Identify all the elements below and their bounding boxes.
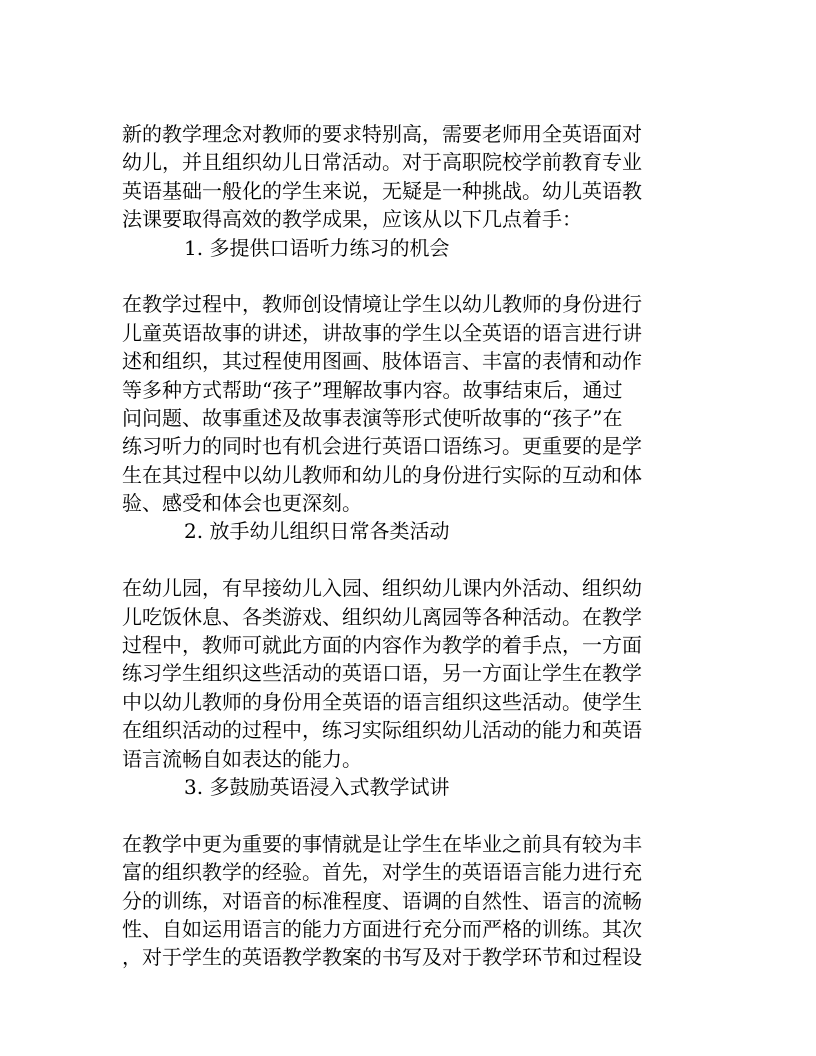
text-line: 分的训练，对语音的标准程度、语调的自然性、语言的流畅	[122, 888, 642, 913]
text-line: 性、自如运用语言的能力方面进行充分而严格的训练。其次	[122, 916, 642, 941]
text-line: 英语基础一般化的学生来说，无疑是一种挑战。幼儿英语教	[122, 178, 642, 203]
text-line: 儿童英语故事的讲述，讲故事的学生以全英语的语言进行讲	[122, 320, 642, 345]
text-line: 过程中，教师可就此方面的内容作为教学的着手点，一方面	[122, 633, 642, 658]
text-line: 在组织活动的过程中，练习实际组织幼儿活动的能力和英语	[122, 718, 642, 743]
text-line: ，对于学生的英语教学教案的书写及对于教学环节和过程设	[122, 945, 642, 970]
section-heading-1: 1. 多提供口语听力练习的机会	[184, 235, 450, 260]
text-line: 问问题、故事重述及故事表演等形式使听故事的“孩子”在	[122, 405, 623, 430]
section-heading-2: 2. 放手幼儿组织日常各类活动	[184, 519, 450, 544]
section-2	[122, 517, 692, 773]
text-line: 法课要取得高效的教学成果，应该从以下几点着手：	[122, 207, 582, 232]
paragraph-spacer	[122, 546, 692, 574]
section-heading-3: 3. 多鼓励英语浸入式教学试讲	[184, 774, 450, 799]
text-line: 语言流畅自如表达的能力。	[122, 746, 362, 771]
intro-paragraph	[122, 120, 692, 234]
text-line: 等多种方式帮助“孩子”理解故事内容。故事结束后，通过	[122, 377, 623, 402]
text-line: 练习听力的同时也有机会进行英语口语练习。更重要的是学	[122, 434, 642, 459]
document-body	[122, 120, 692, 972]
text-line: 儿吃饭休息、各类游戏、组织幼儿离园等各种活动。在教学	[122, 604, 642, 629]
text-line: 练习学生组织这些活动的英语口语，另一方面让学生在教学	[122, 661, 642, 686]
text-line: 新的教学理念对教师的要求特别高，需要老师用全英语面对	[122, 122, 642, 146]
text-line: 述和组织，其过程使用图画、肢体语言、丰富的表情和动作	[122, 349, 642, 374]
text-line: 幼儿，并且组织幼儿日常活动。对于高职院校学前教育专业	[122, 150, 642, 175]
text-line: 在教学中更为重要的事情就是让学生在毕业之前具有较为丰	[122, 831, 642, 856]
text-line: 富的组织教学的经验。首先，对学生的英语语言能力进行充	[122, 860, 642, 885]
text-line: 中以幼儿教师的身份用全英语的语言组织这些活动。使学生	[122, 689, 642, 714]
section-1	[122, 234, 692, 518]
paragraph-spacer	[122, 801, 692, 829]
section-3	[122, 773, 692, 972]
text-line: 在幼儿园，有早接幼儿入园、组织幼儿课内外活动、组织幼	[122, 576, 642, 601]
text-line: 在教学过程中，教师创设情境让学生以幼儿教师的身份进行	[122, 292, 642, 317]
text-line: 生在其过程中以幼儿教师和幼儿的身份进行实际的互动和体	[122, 462, 642, 487]
text-line: 验、感受和体会也更深刻。	[122, 491, 362, 516]
paragraph-spacer	[122, 262, 692, 290]
